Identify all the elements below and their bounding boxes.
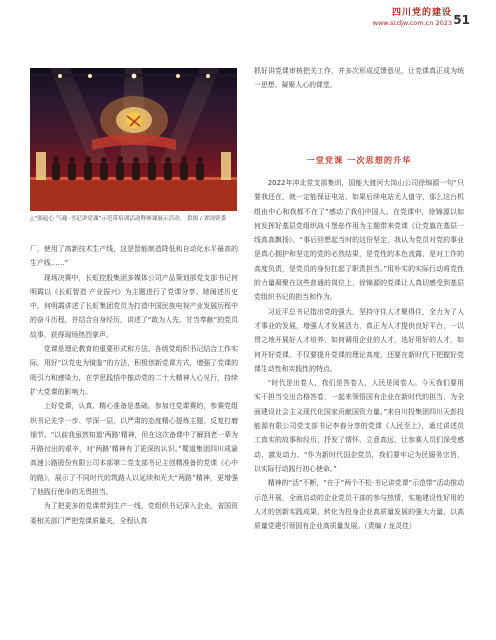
right-paragraph-2: 习近平总书记指出党的强大，坚持守住人才聚得住，全力为了人才事业的发展，增强人才发展活力，真正为人才提供良好平台，一以贯之地开展好人才培养，如何调用企业的人才，选好用好的人才，如何开好党课。不仅要提升党课的理论高度，还要在新时代下把握好党课生动性和实践性的特点。 — [254, 307, 464, 373]
issue-year: 2023 — [435, 19, 452, 27]
stage-scene-illustration — [30, 68, 237, 211]
magazine-title: 四川党的建设 — [391, 8, 452, 18]
page-number: 51 — [453, 13, 470, 27]
right-column-main — [254, 176, 464, 533]
left-paragraph-2: 现场决赛中，长虹控股集团多媒体公司产品策划部党支部书记何明霞以《长虹智造 产业振兴》为主题进行了党课分享。她阐述历史中，何明霞讲述了长虹集团党员为打造中国民族电视产业发展历程中的奋斗历程，并结合自身经历，讲述了“敢为人先、甘当奉献”的党员故事，获得现场热烈掌声。 — [30, 273, 238, 339]
right-column-intro — [254, 64, 464, 93]
right-intro-paragraph: 抓好讲党课审核把关工作，并多次形成反馈意见，让党课真正成为统一思想、凝聚人心的课堂。 — [254, 67, 464, 90]
left-paragraph-5: 为了把更多的党课带到生产一线，党组织书记深入企业。省国资委相关部门严把党课质量关，全程认真 — [30, 502, 238, 525]
left-column — [30, 242, 238, 528]
right-paragraph-3: “时代是出卷人，我们是答卷人，人民是阅卷人。今天我们要用实干担当交出合格答卷，一起来领悟国有企业在新时代的担当，为全面建设社会主义现代化国家贡献国资力量。”来自川投集团四川天彭投能源有限公司党支部书记李春分享的党课《人民至上》，通过讲述员工真实的故事和经历，抒发了情怀、立意高远，让参赛人员们深受感动、激发动力。“作为新时代国企党员，我们要牢记为民服务宗旨，以实际行动践行初心使命。” — [254, 379, 464, 473]
magazine-url-line — [373, 19, 452, 28]
right-paragraph-4: 精神的“活”不断，“在于”两个不松·书记讲党课“示范带”活动推动示范开展，全面启动的企业党员干部的参与热情，实施建设性好用的人才的创新实践成果，转化为投身企业高质量发展的强大力量，以高质量党建引领国有企业高质量发展。（责编 / 龙灵佳） — [254, 479, 464, 531]
photo-caption: △“强起心 气魂 ·书记讲党课”示范带培训活动暨赛课展示活动。 供图 / 省国资委 — [30, 216, 227, 222]
magazine-url: www.scdjw.com.cn — [372, 19, 434, 27]
page-header — [373, 8, 452, 28]
left-paragraph-1: 厂，使用了高新技术生产线，这是智能制造降低和自动化水平最高的生产线……” — [30, 245, 238, 268]
left-paragraph-3: 党课是理论教育的重要形式和方法。各级党组织书记结合工作实际，用好“以党史为镜鉴”的方法，积极创新党课方式，增强了党课的吸引力和感染力，在学思践悟中推动党的二十大精神入心见行，持续扩大党课的影响力。 — [30, 345, 238, 396]
left-paragraph-4: 上好党课，认真、精心准备是基础。参加过党课赛的，参赛党组织书记先学一步、学深一层，以严肃的态度精心提炼主题、反复打磨细节。“以前我虽然知道‘两路’精神，但在这次备课中了解到老一辈为开路付出的艰辛，对‘两路’精神有了更深的认识。”蜀道集团四川成渝高速公路股份有限公司本部第二党支部书记主创精准备的党课《心中的路》，展示了不同时代的筑路人以延续和光大“两路”精神，更增强了他践行使命的无畏担当。 — [30, 402, 238, 497]
right-paragraph-1: 2022年冲北党支部集训，国能大渡河大岗山公司徐锦源一句“只要我还在，就一定能保证电站，如果后续电站无人值守，那么这台机组由中心和我都不在了”感动了我们中国人。在党课中，徐锦源以如何发挥好基层党组织战斗堡垒作用为主题带来党课《让党旗在基层一线高高飘扬》。“事后回想起当时的这份坚定，我认为党员对党的事业是真心拥护和坚定的党的必然结果，是党性的本色流露，是对工作的高度负责，是党员的身份扛起了职责担当。”用朴实的实际行动将党性的力量凝聚在这些普通的岗位上，徐锦源的党课让人真切感受到基层党组织书记的担当和作为。 — [254, 179, 464, 302]
event-photo — [30, 68, 237, 211]
section-heading: 一堂党课 一次思想的升华 — [306, 155, 412, 165]
